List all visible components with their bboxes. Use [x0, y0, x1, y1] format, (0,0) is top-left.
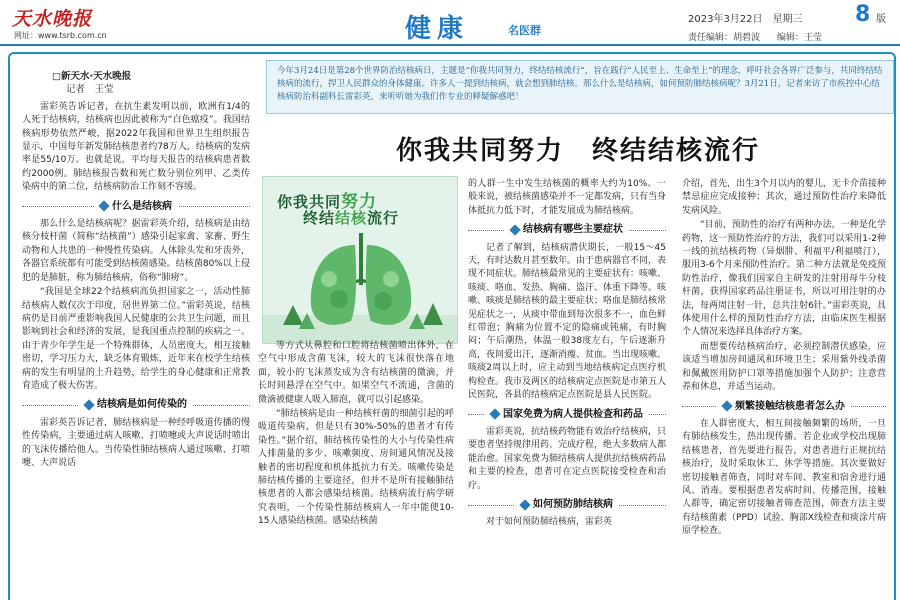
paragraph: 雷彩英说，抗结核药物能有效治疗结核病，只要患者坚持规律用药、完成疗程，绝大多数病人都能治愈。国家免费为肺结核病人提供抗结核病药品和主要的检查，患者可在定点医院接受检查和治疗。 [468, 426, 666, 491]
subheading: 如何预防肺结核病 [468, 498, 666, 511]
diamond-bullet-icon [721, 401, 732, 412]
diamond-bullet-icon [509, 224, 520, 235]
page-label: 版 [876, 14, 886, 25]
paragraph: 而想要传结核病治疗，必须控制潜伏感染，应该适当增加房间通风和环境卫生；采用紫外线杀菌和佩戴医用防护口罩等措施加强个人防护；注意营养和休息，并适当运动。 [682, 341, 886, 393]
paragraph: 记者了解到，结核病潜伏期长，一般15～45天，有时达数月甚至数年。由于患病器官不同，表现不同症状。肺结核最常见的主要症状有：咳嗽、咳痰、咯血、发热、胸痛、盗汗、体重下降等。咳嗽、咳痰是肺结核的最主要症状；咯血是肺结核常见症状之一，从痰中带血到每次很多不一，血色鲜红带泡；胸痛为位置不定的隐痛或钝痛，有时胸闷；午后潮热，体温一般38度左右，午后逐渐升高，夜间爱出汗，逐渐消瘦、贫血。当出现咳嗽、咳痰2周以上时，应主动到当地结核病定点医疗机构检查。我市及两区的结核病定点医院是市第五人民医院，各县的结核病定点医院是县人民医院。 [468, 242, 666, 401]
article-source: □新天水·天水晚报 [52, 71, 132, 82]
poster-title-line1: 你我共同努力 [277, 192, 378, 212]
article-column-4 [682, 178, 886, 600]
subheading: 频繁接触结核患者怎么办 [682, 400, 886, 413]
subheading: 国家免费为病人提供检查和药品 [468, 408, 666, 421]
article-column-2 [258, 340, 454, 600]
paragraph: 雷彩英告诉记者，在抗生素发明以前，欧洲有1/4的人死于结核病，结核病也因此被称为“白色瘟疫”。我国结核病形势依然严峻，据2022年我国和世界卫生组织报告显示，中国每年新发肺结核患者约78万人，结核病的发病率是55/10万。也就是说，平均每天报告的结核病患者数约2000例。肺结核报告数和死亡数分别位列甲、乙类传染病中的第二位，结核病防治工作刻不容缓。 [22, 101, 250, 193]
diamond-bullet-icon [489, 409, 500, 420]
diamond-bullet-icon [83, 399, 94, 410]
subheading: 结核病有哪些主要症状 [468, 223, 666, 236]
paragraph: 在人群密度大，相互间接触频繁的场所，一旦有肺结核发生，热出现传播。若企业或学校出现肺结核患者，首先要进行报告，对患者进行正规抗结核治疗，及时采取休工、休学等措施。其次要做好密切接触者筛查，同时对车间、教室和宿舍进行通风、消毒。要根据患者发病时间、传播范围，接触人群等，确定密切接触者筛查范围，筛查方法主要有结核菌素（PPD）试验、胸部X线检查和痰涂片病原学检查。 [682, 418, 886, 537]
editor: 编辑：王莹 [776, 33, 822, 43]
diamond-bullet-icon [519, 499, 530, 510]
paragraph: 等方式从鼻腔和口腔将结核菌喷出体外，在空气中形成含菌飞沫，较大的飞沫很快落在地面，较小的飞沫蒸发成为含有结核菌的微滴，并长时间悬浮在空气中。如果空气不流通，含菌的微滴被健康人吸入肺泡，就可以引起感染。 [258, 341, 454, 405]
paragraph: “肺结核病是由一种结核杆菌的细菌引起的呼吸道传染病，但是只有30%-50%的患者才有传染性。”据介绍，肺结核传染性的大小与传染性病人排菌量的多少、咳嗽频度、房间通风情况及接触者的密切程度和机体抵抗力有关。咳嗽传染是肺结核传播的主要途径，但并不是所有接触肺结核患者的人都会感染结核菌。结核病流行病学研究表明，一个传染性肺结核病人一年中能使10-15人感染结核菌。感染结核菌 [258, 409, 454, 527]
paragraph: “我国是全球22个结核病高负担国家之一，活动性肺结核病人数仅次于印度，居世界第二位。”雷彩英说，结核病仍是目前严重影响我国人民健康的公共卫生问题，而且影响到社会和经济的发展，是我国重点控制的疾病之一。由于青少年学生是一个特殊群体，人员密度大，相互接触密切，学习压力大，缺乏体育锻炼，近年来在校学生结核病的发生有明显的上升趋势，给学生的身心健康和正常教育造成了极大伤害。 [22, 287, 250, 391]
article-column-3 [468, 178, 666, 600]
section-subtitle: 名医群 [508, 24, 541, 37]
paragraph: 介绍，首先，出生3个月以内的婴儿，无卡介苗接种禁忌症应完成接种；其次，通过预防性治疗来降低发病风险。 [682, 179, 886, 216]
page-number: 8 [855, 2, 871, 27]
paragraph: 对于如何预防肺结核病，雷彩英 [486, 517, 613, 528]
paragraph: 那么什么是结核病呢？据雷彩英介绍，结核病是由结核分枝杆菌（简称“结核菌”）感染引起家禽、家畜、野生动物和人共患的一种慢性传染病。人体除头发和牙齿外，各器官系统都有可能受到结核菌感染。结核菌80%以上侵犯的是肺脏，称为肺结核病，俗称“肺痨”。 [22, 219, 250, 283]
website-url: 网址：www.tsrb.com.cn [14, 31, 107, 40]
diamond-bullet-icon [98, 201, 109, 212]
headline: 你我共同努力 终结结核流行 [395, 136, 760, 166]
poster-image [262, 176, 458, 344]
subheading: 结核病是如何传染的 [22, 398, 250, 411]
section-title: 健康 [405, 14, 470, 44]
paragraph: “目前，预防性的治疗有两种办法，一种是化学药物，这一预防性治疗的方法，我们可以采用1-2种一线的抗结核药物（异烟肼、利福平/利福喷汀），服用3-6个月来预防性治疗。第二种方法就是免疫预防性治疗，像我们国家自主研发的注射用母牛分枝杆菌，获得国家药品注册证书，所以可用注射的办法，每两周注射一针，总共注射6针。”雷彩英说，具体使用什么样的预防性治疗方法，由临床医生根据个人情况来选择具体治疗方案。 [682, 220, 886, 338]
issue-date: 2023年3月22日 星期三 [688, 14, 803, 25]
article-author: 记者 王莹 [66, 84, 114, 96]
article-column-1 [22, 70, 250, 600]
poster-title-line2: 终结结核流行 [303, 209, 400, 227]
subheading: 什么是结核病 [22, 200, 250, 213]
paragraph: 雷彩英告诉记者，肺结核病是一种经呼吸道传播的慢性传染病，主要通过病人咳嗽、打喷嚏或大声说话时喷出的飞沫传播给他人。当传染性肺结核病人通过咳嗽、打喷嚏、大声说话 [22, 417, 250, 468]
lungs-illustration-icon [263, 225, 458, 344]
newspaper-logo: 天水晚报 [12, 8, 93, 30]
editor-credits [688, 30, 836, 43]
intro-box: 今年3月24日是第28个世界防治结核病日，主题是“你我共同努力，终结结核流行”，旨在践行“人民至上、生命至上”的理念，呼吁社会各界广泛参与，共同终结结核病的流行，捍卫人民群众的身体健康。许多人一提到结核病，就会想到肺结核。那么什么是结核病，如何预防肺结核病呢？3月21日，记者来访了市疾控中心结核病防治科副科长雷彩英，来听听她为我们作专业的释疑解惑吧！ [266, 60, 894, 114]
paragraph: 的人群一生中发生结核菌的概率大约为10%。一般来说，被结核菌感染并不一定都发病，只有当身体抵抗力低下时，才能发展成为肺结核病。 [468, 179, 666, 216]
responsible-editor: 责任编辑：胡碧波 [688, 33, 761, 43]
masthead [0, 0, 900, 46]
